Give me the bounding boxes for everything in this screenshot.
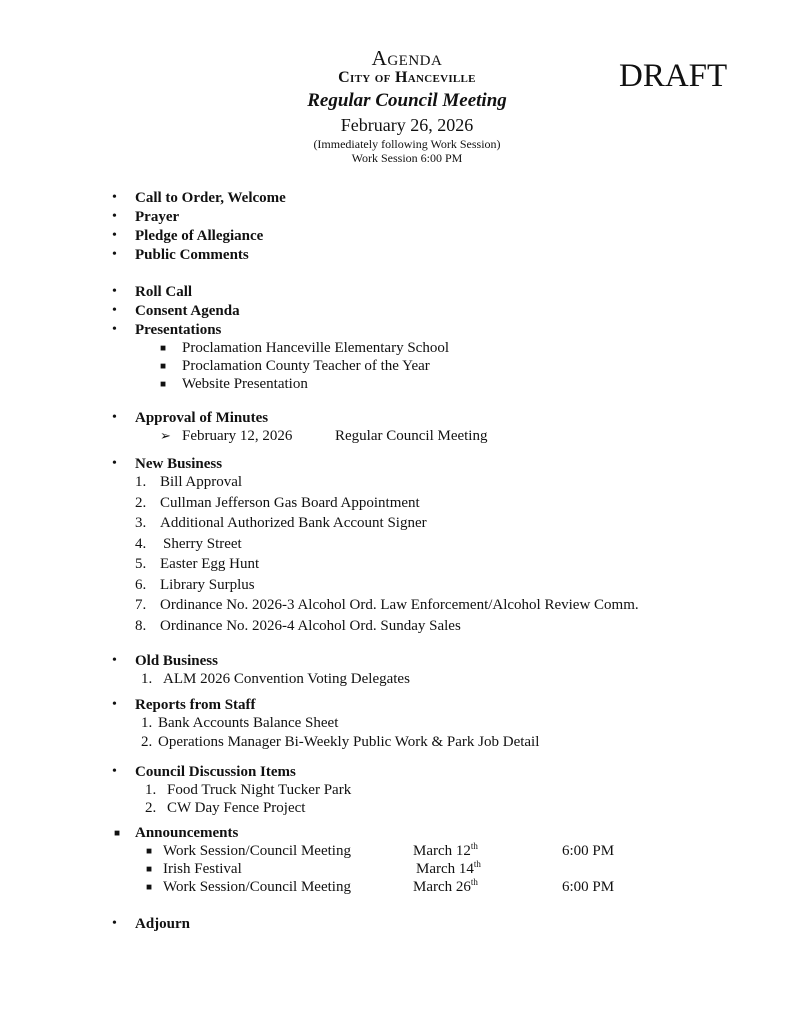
presentation-item: Proclamation Hanceville Elementary School: [182, 340, 449, 356]
new-business-item: Additional Authorized Bank Account Signer: [160, 515, 427, 531]
bullet-icon: •: [112, 916, 117, 931]
list-number: 2.: [135, 495, 147, 511]
report-item: Bank Accounts Balance Sheet: [158, 715, 339, 731]
agenda-title: Agenda: [371, 46, 443, 70]
discussion-item: CW Day Fence Project: [167, 800, 306, 816]
list-number: 7.: [135, 597, 147, 613]
announcements-heading: Announcements: [135, 825, 239, 841]
meeting-title: Regular Council Meeting: [307, 90, 507, 111]
presentations-heading: Presentations: [135, 322, 222, 338]
announcement-date: March 12th: [413, 841, 478, 859]
list-number: 1.: [135, 474, 147, 490]
discussion-item: Food Truck Night Tucker Park: [167, 782, 352, 798]
bullet-icon: •: [112, 456, 117, 471]
minutes-date: February 12, 2026: [182, 428, 293, 444]
announcement-time: 6:00 PM: [562, 879, 615, 895]
bullet-icon: •: [112, 764, 117, 779]
old-business-heading: Old Business: [135, 653, 218, 669]
agenda-item-prayer: Prayer: [135, 209, 180, 225]
square-bullet-icon: ■: [146, 864, 153, 875]
meeting-note: (Immediately following Work Session): [313, 137, 501, 151]
draft-label: DRAFT: [619, 58, 728, 94]
council-discussion-heading: Council Discussion Items: [135, 764, 296, 780]
square-bullet-icon: ■: [160, 343, 167, 354]
announcement-event: Work Session/Council Meeting: [163, 843, 351, 859]
new-business-item: Ordinance No. 2026-4 Alcohol Ord. Sunday Sales: [160, 618, 461, 634]
presentation-item: Proclamation County Teacher of the Year: [182, 358, 430, 374]
announcement-date: March 14th: [416, 859, 481, 877]
list-number: 2.: [141, 734, 153, 750]
agenda-item-pledge: Pledge of Allegiance: [135, 228, 264, 244]
bullet-icon: •: [112, 228, 117, 243]
list-number: 8.: [135, 618, 147, 634]
meeting-date: February 26, 2026: [340, 115, 474, 135]
list-number: 1.: [141, 715, 153, 731]
bullet-icon: •: [112, 247, 117, 262]
bullet-icon: •: [112, 322, 117, 337]
presentation-item: Website Presentation: [182, 376, 308, 392]
announcement-event: Work Session/Council Meeting: [163, 879, 351, 895]
square-bullet-icon: ■: [160, 379, 167, 390]
bullet-icon: •: [112, 653, 117, 668]
agenda-item-public-comments: Public Comments: [135, 247, 249, 263]
reports-heading: Reports from Staff: [135, 697, 256, 713]
list-number: 2.: [145, 800, 157, 816]
bullet-icon: •: [112, 303, 117, 318]
agenda-item-roll-call: Roll Call: [135, 284, 193, 300]
old-business-item: ALM 2026 Convention Voting Delegates: [163, 671, 410, 687]
bullet-icon: •: [112, 410, 117, 425]
announcement-event: Irish Festival: [163, 861, 242, 877]
square-bullet-icon: ■: [146, 882, 153, 893]
new-business-item: Easter Egg Hunt: [160, 556, 260, 572]
list-number: 6.: [135, 577, 147, 593]
arrow-bullet-icon: ➢: [160, 428, 171, 443]
square-bullet-icon: ■: [160, 361, 167, 372]
agenda-item-call-to-order: Call to Order, Welcome: [135, 190, 286, 206]
announcement-time: 6:00 PM: [562, 843, 615, 859]
bullet-icon: •: [112, 284, 117, 299]
work-session-time: Work Session 6:00 PM: [351, 151, 463, 165]
list-number: 5.: [135, 556, 147, 572]
list-number: 1.: [145, 782, 157, 798]
new-business-item: Ordinance No. 2026-3 Alcohol Ord. Law Enforcement/Alcohol Review Comm.: [160, 597, 639, 613]
bullet-icon: •: [112, 190, 117, 205]
city-name: City of Hanceville: [338, 69, 476, 86]
bullet-icon: •: [112, 209, 117, 224]
bullet-icon: •: [112, 697, 117, 712]
square-bullet-icon: ■: [114, 828, 121, 839]
list-number: 4.: [135, 536, 147, 552]
new-business-item: Cullman Jefferson Gas Board Appointment: [160, 495, 420, 511]
agenda-item-adjourn: Adjourn: [135, 916, 191, 932]
list-number: 3.: [135, 515, 147, 531]
new-business-item: Sherry Street: [163, 536, 242, 552]
announcement-date: March 26th: [413, 877, 478, 895]
new-business-heading: New Business: [135, 456, 223, 472]
list-number: 1.: [141, 671, 153, 687]
new-business-item: Library Surplus: [160, 577, 255, 593]
new-business-item: Bill Approval: [160, 474, 243, 490]
minutes-meeting-type: Regular Council Meeting: [335, 428, 488, 444]
square-bullet-icon: ■: [146, 846, 153, 857]
report-item: Operations Manager Bi-Weekly Public Work & Park Job Detail: [158, 734, 540, 750]
agenda-item-consent-agenda: Consent Agenda: [135, 303, 240, 319]
minutes-heading: Approval of Minutes: [135, 410, 269, 426]
